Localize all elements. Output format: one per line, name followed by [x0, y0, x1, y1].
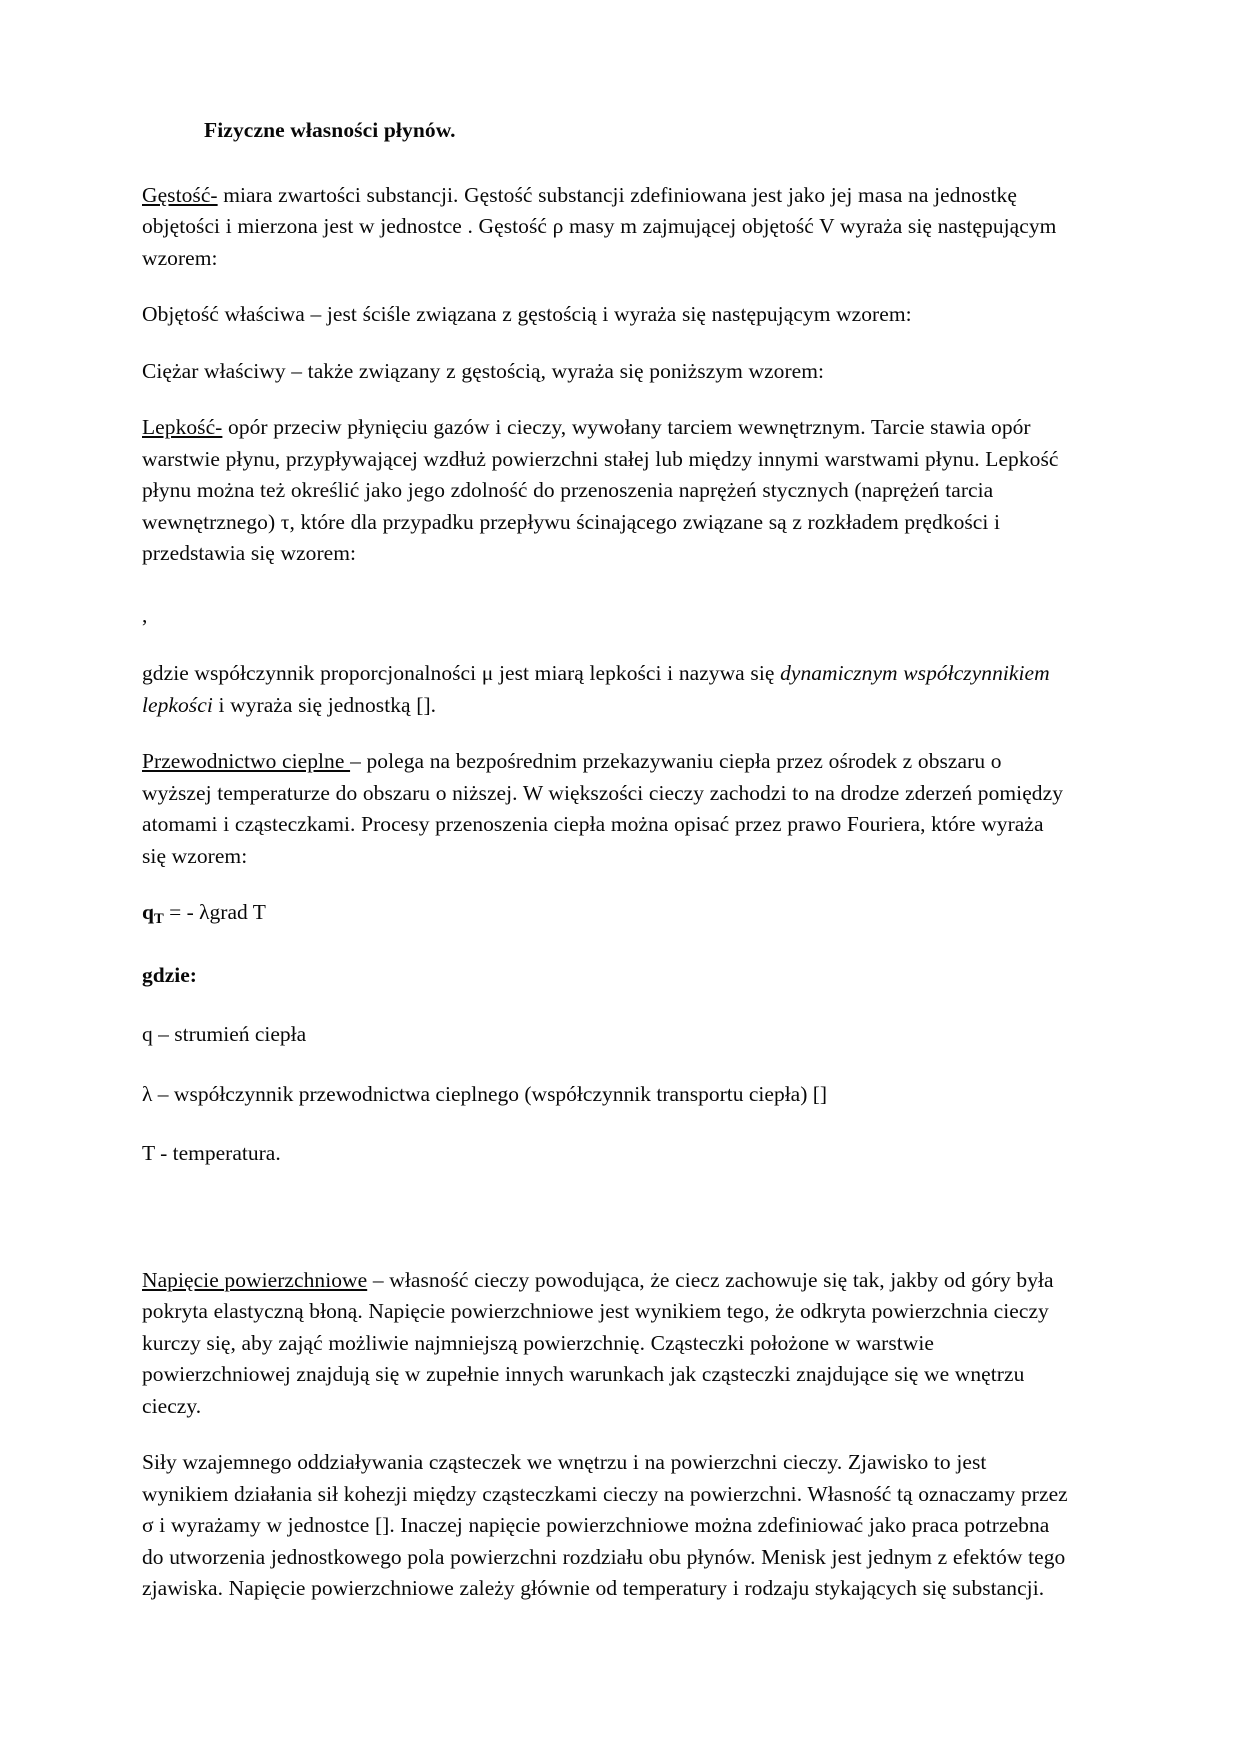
- formula-symbol-q: [142, 900, 164, 928]
- term-gestosc: Gęstość-: [142, 182, 218, 207]
- paragraph-ciezar-wlasciwy: Ciężar właściwy – także związany z gęstością, wyraża się poniższym wzorem:: [142, 358, 825, 383]
- wspolczynnik-italic-term: dynamicznym współczynnikiem lepkości: [142, 661, 1050, 717]
- formula-symbol-base: q: [142, 900, 154, 925]
- document-body: [142, 118, 1072, 1630]
- definition-lambda: λ – współczynnik przewodnictwa cieplnego (współczynnik transportu ciepła) []: [142, 1081, 828, 1106]
- label-gdzie: gdzie:: [142, 962, 197, 987]
- paragraph-lepkosc: [142, 412, 1072, 570]
- definition-temperatura: T - temperatura.: [142, 1141, 281, 1166]
- definition-q: q – strumień ciepła: [142, 1022, 307, 1047]
- paragraph-lepkosc-body: opór przeciw płynięciu gazów i cieczy, wywołany tarciem wewnętrznym. Tarcie stawia opór warstwie płynu, przypływającej wzdłuż powierzchni stałej lub między innymi warstwami płynu. Lepkość płynu można też określić jako jego zdolność do przenoszenia naprężeń stycznych (naprężeń tarcia wewnętrznego) τ, które dla przypadku przepływu ścinającego związane są z rozkładem prędkości i przedstawia się wzorem:: [142, 415, 1059, 566]
- paragraph-napiecie-body: – własność cieczy powodująca, że ciecz zachowuje się tak, jakby od góry była pokryta elastyczną błoną. Napięcie powierzchniowe jest wynikiem tego, że odkryta powierzchnia cieczy kurczy się, aby zająć możliwie najmniejszą powierzchnię. Cząsteczki położone w warstwie powierzchniowej znajdują się w zupełnie innych warunkach jak cząsteczki znajdujące się we wnętrzu cieczy.: [142, 1267, 1054, 1418]
- formula-fourier: [142, 897, 1072, 932]
- paragraph-przewodnictwo-cieplne: [142, 746, 1072, 872]
- paragraph-objetosc-wlasciwa: Objętość właściwa – jest ściśle związana z gęstością i wyraża się następującym wzorem:: [142, 302, 912, 327]
- paragraph-gestosc-body: miara zwartości substancji. Gęstość substancji zdefiniowana jest jako jej masa na jednostkę objętości i mierzona jest w jednostce . Gęstość ρ masy m zajmującej objętość V wyraża się następującym wzorem:: [142, 182, 1057, 270]
- paragraph-przewodnictwo-body: – polega na bezpośrednim przekazywaniu ciepła przez ośrodek z obszaru o wyższej temperaturze do obszaru o niższej. W większości cieczy zachodzi to na drodze zderzeń pomiędzy atomami i cząsteczkami. Procesy przenoszenia ciepła można opisać przez prawo Fouriera, które wyraża się wzorem:: [142, 749, 1063, 868]
- orphan-comma-line: ,: [142, 602, 148, 627]
- term-napiecie-powierzchniowe: Napięcie powierzchniowe: [142, 1267, 368, 1292]
- paragraph-napiecie-powierzchniowe: [142, 1265, 1072, 1423]
- page-title: Fizyczne własności płynów.: [204, 118, 456, 142]
- paragraph-gestosc: [142, 180, 1072, 275]
- wspolczynnik-tail: i wyraża się jednostką [].: [212, 692, 437, 717]
- paragraph-wspolczynnik-lepkosci: [142, 658, 1072, 721]
- term-przewodnictwo-cieplne: Przewodnictwo cieplne: [142, 749, 351, 774]
- formula-expression: = - λgrad T: [163, 900, 266, 925]
- wspolczynnik-lead: gdzie współczynnik proporcjonalności μ jest miarą lepkości i nazywa się: [142, 661, 781, 686]
- term-lepkosc: Lepkość-: [142, 415, 223, 440]
- paragraph-sily-wzajemne: Siły wzajemnego oddziaływania cząsteczek we wnętrzu i na powierzchni cieczy. Zjawisko to jest wynikiem działania sił kohezji między cząsteczkami cieczy na powierzchni. Własność tą oznaczamy przez σ i wyrażamy w jednostce []. Inaczej napięcie powierzchniowe można zdefiniować jako praca potrzebna do utworzenia jednostkowego pola powierzchni rozdziału obu płynów. Menisk jest jednym z efektów tego zjawiska. Napięcie powierzchniowe zależy głównie od temperatury i rodzaju stykających się substancji.: [142, 1450, 1068, 1601]
- formula-symbol-subscript: T: [153, 911, 164, 928]
